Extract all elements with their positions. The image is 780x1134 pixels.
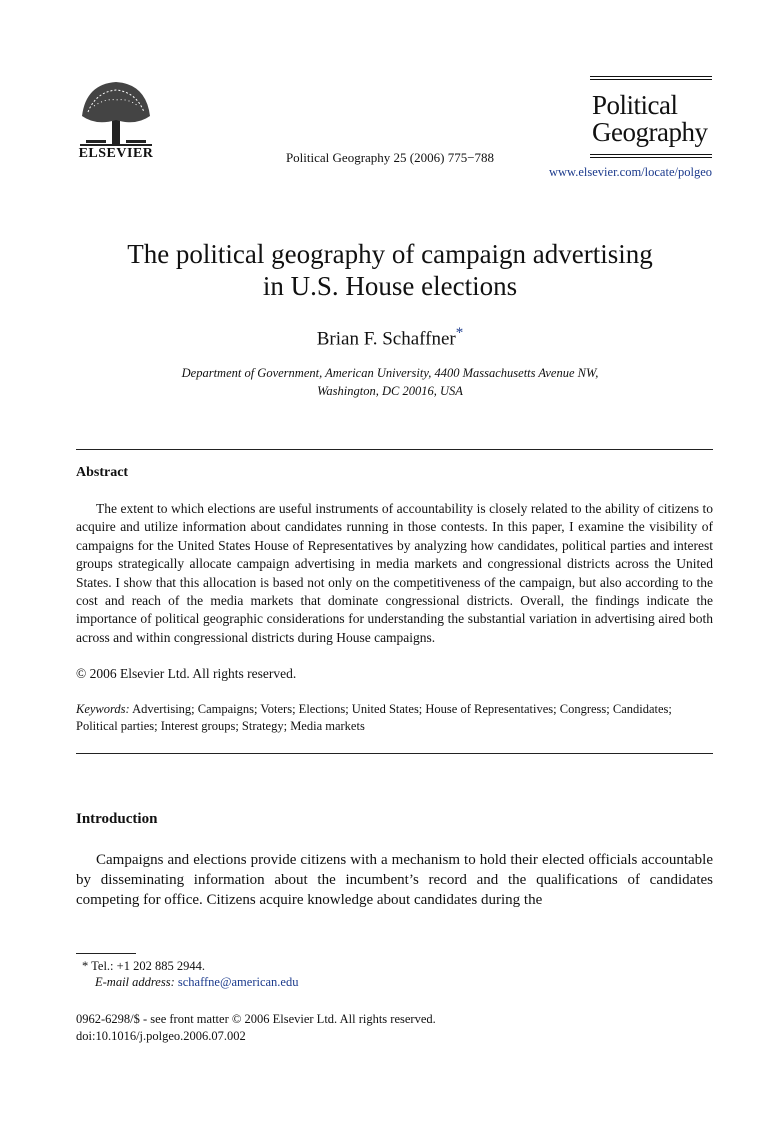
brand-rule [590,79,712,80]
journal-name-line1: Political [592,90,678,120]
footnote-telephone: * Tel.: +1 202 885 2944. [82,959,205,973]
keywords-label: Keywords: [76,702,130,716]
journal-citation: Political Geography 25 (2006) 775−788 [285,150,495,165]
publisher-name: ELSEVIER [78,146,154,161]
journal-name-line2: Geography [592,117,708,147]
introduction-paragraph: Campaigns and elections provide citizens with a mechanism to hold their elected officials accountable by disseminating information about the incumbent’s record and the qualifications of candidates competing for office. Citizens acquire knowledge about candidates during the [76,852,713,908]
affiliation-line1: Department of Government, American University, 4400 Massachusetts Avenue NW, [181,366,599,380]
keywords-list: Advertising; Campaigns; Voters; Elections; United States; House of Representatives; Congress; Candidates; Political parties; Interest groups; Strategy; Media markets [76,702,672,733]
keywords [76,701,713,734]
brand-rule [590,76,712,77]
author-name-text: Brian F. Schaffner [316,328,456,350]
journal-name [592,92,712,146]
doi-line: doi:10.1016/j.polgeo.2006.07.002 [76,1029,246,1043]
brand-rule [590,154,712,155]
introduction-text [76,850,713,910]
title-line2: in U.S. House elections [262,271,518,301]
brand-rule [590,157,712,158]
abstract-bottom-rule [76,753,713,754]
introduction-heading: Introduction [76,811,158,827]
footnote-email [95,975,298,990]
abstract-text [76,500,713,647]
journal-url-link[interactable]: www.elsevier.com/locate/polgeo [548,165,712,179]
article-title [60,238,720,302]
abstract-copyright: © 2006 Elsevier Ltd. All rights reserved. [76,666,297,681]
affiliation-line2: Washington, DC 20016, USA [317,384,463,398]
author-name [0,325,780,350]
abstract-paragraph: The extent to which elections are useful instruments of accountability is closely related to the ability of citizens to acquire and utilize information about candidates running in those contests. In this paper, I examine the visibility of campaigns for the United States House of Representatives by analyzing how candidates, political parties and interest groups strategically allocate campaign advertising in media markets and congressional districts across the United States. I show that this allocation is based not only on the competitiveness of the campaign, but also according to the cost and reach of the media markets that dominate congressional districts. Overall, the findings indicate the importance of political geographic considerations for understanding the substantial variation in advertising aired both across and within congressional districts during House campaigns. [76,501,713,645]
author-affiliation [100,364,680,400]
email-label: E-mail address: [95,975,175,989]
abstract-heading: Abstract [76,465,129,480]
abstract-top-rule [76,449,713,450]
author-footnote-link[interactable]: * [455,325,464,341]
journal-brand [590,76,712,160]
issn-line: 0962-6298/$ - see front matter © 2006 Elsevier Ltd. All rights reserved. [76,1012,436,1026]
title-line1: The political geography of campaign advertising [127,239,653,269]
email-link[interactable]: schaffne@american.edu [177,975,299,989]
footnote-rule [76,953,136,954]
